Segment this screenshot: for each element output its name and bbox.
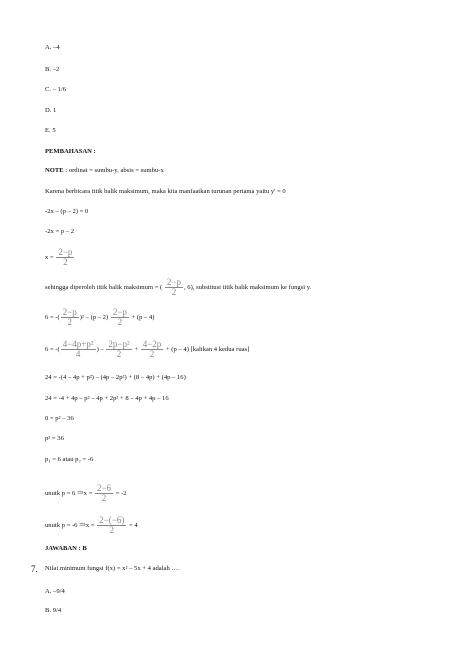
step-3-prefix: x = xyxy=(45,254,54,262)
fraction-denominator: 2 xyxy=(111,317,129,327)
fraction-2-minus-6-over-2 xyxy=(95,484,113,503)
fraction-numerator: 2−p xyxy=(166,277,181,287)
option-b: B. –2 xyxy=(45,66,60,73)
step-11: p₁ = 6 atau p₂ = -6 xyxy=(45,456,94,463)
step-10: p² = 36 xyxy=(45,435,64,442)
step-12-text-b: x = xyxy=(83,490,93,498)
step-5 xyxy=(45,308,155,327)
fraction-numerator: 2−6 xyxy=(96,483,112,493)
next-option-b: B. 9/4 xyxy=(45,607,62,614)
step-4 xyxy=(45,278,311,297)
fraction-denominator: 2 xyxy=(61,317,79,327)
step-13-text-c: = 4 xyxy=(128,522,138,530)
fraction-4-minus-4p-plus-p2-over-4 xyxy=(61,340,96,359)
fraction-2p-minus-p2-over-2 xyxy=(106,340,131,359)
implies-arrow-icon: ⇒ xyxy=(79,520,86,530)
note-line xyxy=(45,168,164,175)
step-12 xyxy=(45,484,127,503)
fraction-numerator: 2−(−6) xyxy=(99,515,125,525)
fraction-2-minus-p-over-2 xyxy=(111,308,129,327)
fraction-denominator: 2 xyxy=(97,525,126,535)
step-7: 24 = -(4 – 4p + p²) – (4p – 2p²) + (8 – 4p) + (4p – 16) xyxy=(45,374,186,381)
fraction-denominator: 4 xyxy=(61,349,96,359)
fraction-denominator: 2 xyxy=(95,493,113,503)
step-13 xyxy=(45,516,138,535)
fraction-numerator: 4−2p xyxy=(142,339,162,349)
fraction-denominator: 2 xyxy=(165,287,183,297)
option-d: D. 1 xyxy=(45,107,57,114)
fraction-2-minus-neg6-over-2 xyxy=(97,516,126,535)
step-5-text-a: 6 = -( xyxy=(45,314,60,322)
fraction-denominator: 2 xyxy=(106,349,131,359)
step-6 xyxy=(45,340,249,359)
step-6-text-d: + (p – 4) [kalikan 4 kedua ruas] xyxy=(165,346,250,354)
fraction-denominator: 2 xyxy=(56,257,74,267)
step-12-text-a: unutk p = 6 xyxy=(45,490,76,498)
implies-arrow-icon: ⇒ xyxy=(76,488,84,498)
fraction-numerator: 2−p xyxy=(58,247,73,257)
fraction-numerator: 2p−p² xyxy=(108,339,130,349)
question-text: Nilai minimum fungsi f(x) = x² – 5x + 4 adalah …. xyxy=(45,565,180,572)
step-5-text-b: )² – (p – 2) xyxy=(79,314,109,322)
step-6-text-a: 6 = -( xyxy=(45,346,60,354)
step-6-text-b: ) – xyxy=(96,346,104,354)
option-a: A. –4 xyxy=(45,44,60,51)
step-4-text-a: sehingga diperoleh titik balik maksimum = ( xyxy=(45,284,163,292)
step-4-text-b: , 6), substitusi titik balik maksimum ke fungsi y. xyxy=(184,284,312,292)
option-e: E. 5 xyxy=(45,127,56,134)
step-13-text-b: x = xyxy=(85,522,95,530)
fraction-4-minus-2p-over-2 xyxy=(141,340,164,359)
question-number: 7. xyxy=(31,564,38,574)
step-13-text-a: unutk p = -6 xyxy=(45,522,78,530)
fraction-numerator: 4−4p+p² xyxy=(62,339,94,349)
intro-line: Karena berbicara titik balik maksimum, maka kita manfaatkan turunan pertama yaitu y' = 0 xyxy=(45,188,286,195)
fraction-2-minus-p-over-2 xyxy=(56,248,74,267)
step-2: -2x = p – 2 xyxy=(45,228,74,235)
step-12-text-c: = -2 xyxy=(115,490,127,498)
step-9: 0 = p² – 36 xyxy=(45,415,74,422)
step-1: -2x – (p – 2) = 0 xyxy=(45,208,89,215)
fraction-numerator: 2−p xyxy=(112,307,127,317)
fraction-2-minus-p-over-2 xyxy=(165,278,183,297)
step-3 xyxy=(45,248,75,267)
pembahasan-heading: PEMBAHASAN : xyxy=(45,148,96,155)
note-label: NOTE xyxy=(45,167,64,174)
next-option-a: A. –9/4 xyxy=(45,588,65,595)
note-text: : ordinat = sumbu-y, absis = sumbu-x xyxy=(63,167,164,174)
answer-line: JAWABAN : B xyxy=(45,545,87,552)
step-8: 24 = -4 + 4p – p² – 4p + 2p² + 8 – 4p + 4p – 16 xyxy=(45,395,169,402)
option-c: C. – 1/6 xyxy=(45,86,67,93)
step-5-text-c: + (p – 4) xyxy=(131,314,155,322)
fraction-2-minus-p-over-2 xyxy=(61,308,79,327)
fraction-numerator: 2−p xyxy=(62,307,77,317)
step-6-text-c: + xyxy=(134,346,139,354)
fraction-denominator: 2 xyxy=(141,349,164,359)
